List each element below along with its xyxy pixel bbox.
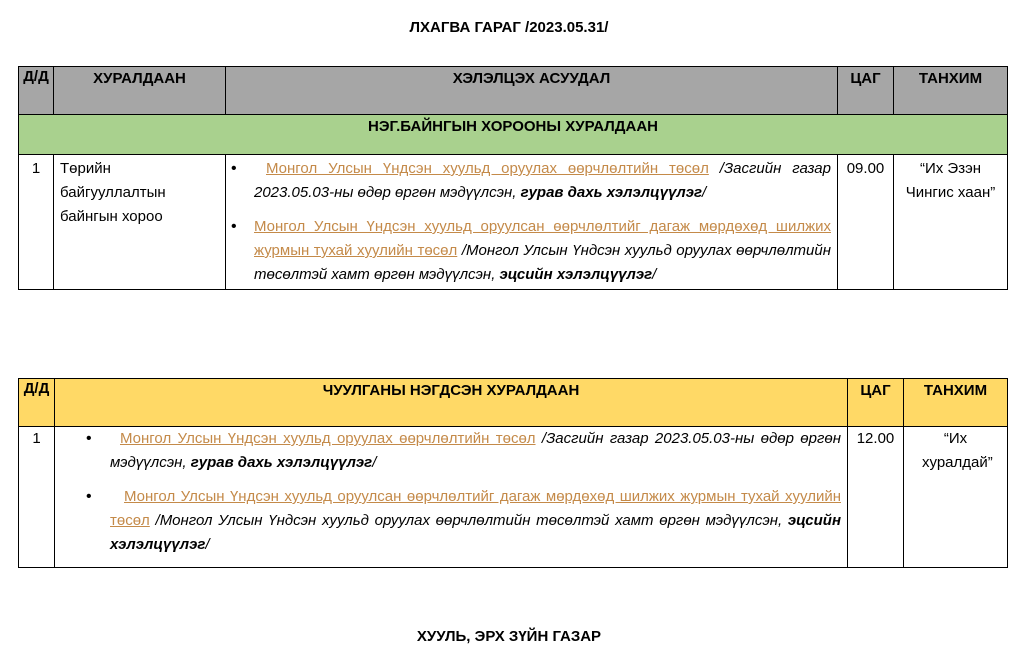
committee-schedule-table xyxy=(18,66,1008,290)
item-note: /Монгол Улсын Үндсэн хуульд оруулах өөрчлөлтийн төсөлтэй хамт өргөн мэдүүлсэн, xyxy=(254,242,831,283)
bill-link[interactable]: Монгол Улсын Үндсэн хуульд оруулах өөрчлөлтийн төсөл xyxy=(120,430,536,447)
list-item xyxy=(231,157,831,205)
meeting-room: “Их хуралдай” xyxy=(904,427,1008,568)
bullet-icon: • xyxy=(86,430,92,447)
item-stage: эцсийн хэлэлцүүлэг xyxy=(110,512,841,553)
agenda-cell xyxy=(226,155,838,290)
list-item xyxy=(231,215,831,287)
header-agenda: ХЭЛЭЛЦЭХ АСУУДАЛ xyxy=(226,67,838,115)
item-end: / xyxy=(205,536,210,553)
table-row xyxy=(19,155,1008,290)
row-number: 1 xyxy=(19,155,54,290)
list-item xyxy=(86,485,841,557)
header-room: ТАНХИМ xyxy=(904,379,1008,427)
table-header-row xyxy=(19,379,1008,427)
bill-link[interactable]: Монгол Улсын Үндсэн хуульд оруулах өөрчлөлтийн төсөл xyxy=(266,160,709,177)
bullet-icon: • xyxy=(231,218,237,235)
header-room: ТАНХИМ xyxy=(894,67,1008,115)
header-time: ЦАГ xyxy=(848,379,904,427)
header-number: Д/Д xyxy=(19,67,54,115)
bill-link[interactable]: Монгол Улсын Үндсэн хуульд оруулсан өөрчлөлтийг дагаж мөрдөхөд шилжих журмын тухай хуулийн төсөл xyxy=(110,488,841,529)
table-header-row xyxy=(19,67,1008,115)
item-end: / xyxy=(702,184,707,201)
section-title: НЭГ.БАЙНГЫН ХОРООНЫ ХУРАЛДААН xyxy=(19,115,1008,155)
day-heading: ЛХАГВА ГАРАГ /2023.05.31/ xyxy=(409,19,609,36)
agenda-list xyxy=(231,157,831,287)
meeting-time: 12.00 xyxy=(848,427,904,568)
table-row xyxy=(19,427,1008,568)
row-number: 1 xyxy=(19,427,55,568)
section-row xyxy=(19,115,1008,155)
plenary-schedule-table xyxy=(18,378,1008,568)
item-note: /Монгол Улсын Үндсэн хуульд оруулах өөрчлөлтийн төсөлтэй хамт өргөн мэдүүлсэн, xyxy=(149,512,788,529)
meeting-name: Төрийн байгууллалтын байнгын хороо xyxy=(54,155,226,290)
agenda-cell xyxy=(55,427,848,568)
header-time: ЦАГ xyxy=(838,67,894,115)
bullet-icon: • xyxy=(231,160,237,177)
item-end: / xyxy=(372,454,377,471)
header-number: Д/Д xyxy=(19,379,55,427)
agenda-list xyxy=(86,427,841,557)
item-note: /Засгийн газар 2023.05.03-ны өдөр өргөн мэдүүлсэн, xyxy=(110,430,841,471)
item-end: / xyxy=(652,266,657,283)
meeting-time: 09.00 xyxy=(838,155,894,290)
bill-link[interactable]: Монгол Улсын Үндсэн хуульд оруулсан өөрчлөлтийг дагаж мөрдөхөд шилжих журмын тухай хуулийн төсөл xyxy=(254,218,831,259)
meeting-room: “Их Эзэн Чингис хаан” xyxy=(894,155,1008,290)
item-stage: эцсийн хэлэлцүүлэг xyxy=(499,266,653,283)
list-item xyxy=(86,427,841,475)
item-stage: гурав дахь хэлэлцүүлэг xyxy=(190,454,373,471)
header-plenary-title: ЧУУЛГАНЫ НЭГДСЭН ХУРАЛДААН xyxy=(55,379,848,427)
item-note: /Засгийн газар 2023.05.03-ны өдөр өргөн мэдүүлсэн, xyxy=(254,160,831,201)
header-meeting: ХУРАЛДААН xyxy=(54,67,226,115)
item-stage: гурав дахь хэлэлцүүлэг xyxy=(520,184,703,201)
bullet-icon: • xyxy=(86,488,92,505)
department-heading: ХУУЛЬ, ЭРХ ЗҮЙН ГАЗАР xyxy=(416,628,602,645)
